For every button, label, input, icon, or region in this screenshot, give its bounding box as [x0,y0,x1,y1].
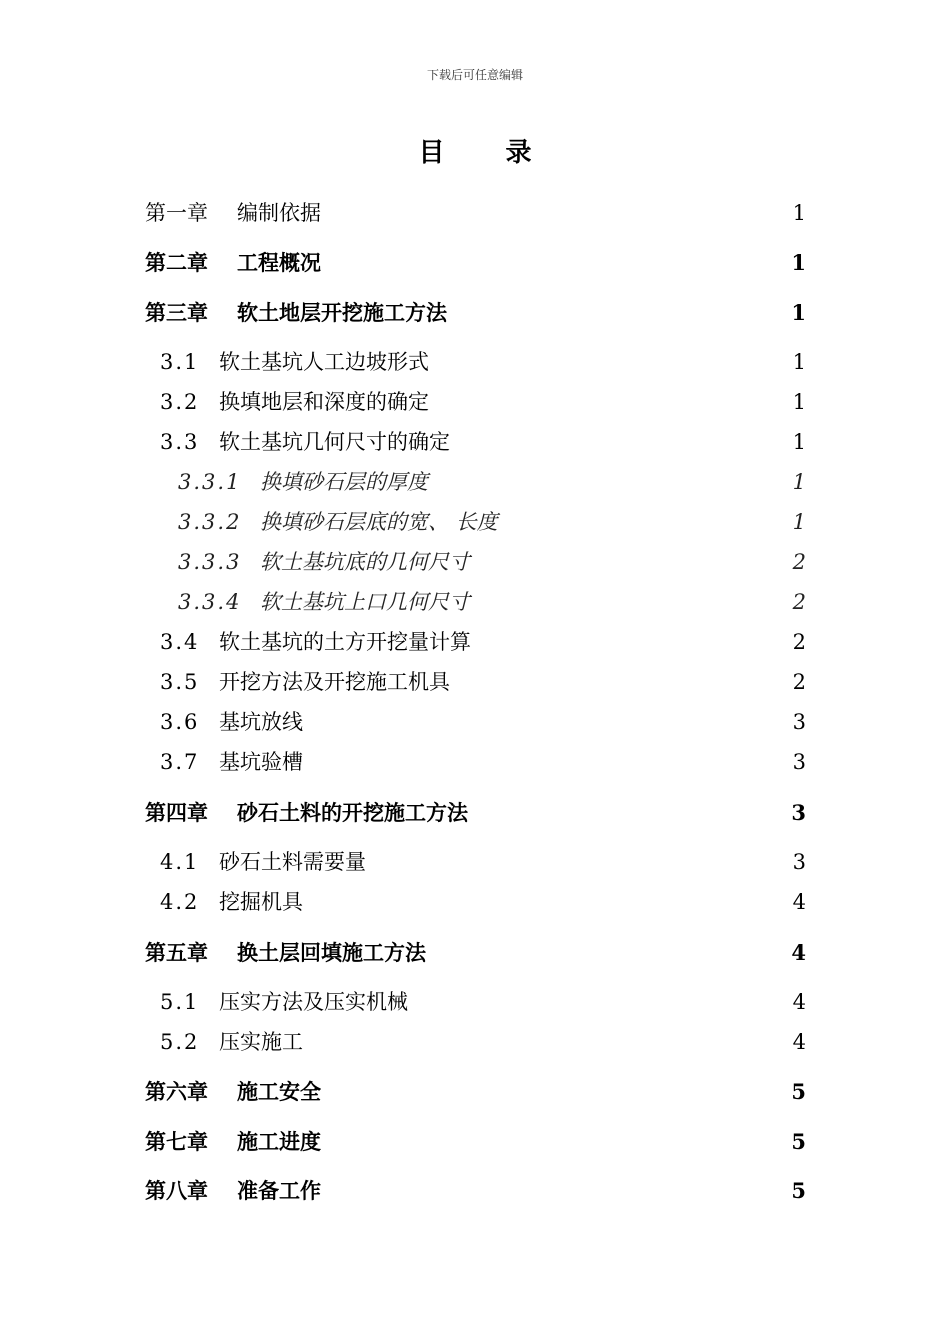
toc-entry-label: 软土基坑的土方开挖量计算 [219,630,471,654]
toc-entry-page: 1 [791,300,806,325]
toc-entry-page: 3 [791,800,806,825]
toc-entry-chapter-7[interactable] [0,1127,950,1157]
toc-entry-4-1[interactable] [0,847,950,877]
toc-entry-chapter-6[interactable] [0,1077,950,1107]
toc-entry-page: 1 [792,390,806,414]
toc-entry-number: 第七章 [145,1129,208,1154]
toc-entry-chapter-5[interactable] [0,938,950,968]
toc-entry-label: 软土基坑上口几何尺寸 [260,590,470,614]
toc-entry-chapter-2[interactable] [0,248,950,278]
toc-entry-page: 4 [792,990,806,1014]
toc-entry-label: 软土基坑几何尺寸的确定 [219,430,450,454]
toc-entry-chapter-8[interactable] [0,1176,950,1206]
toc-entry-number: 第一章 [145,201,208,225]
toc-entry-3-1[interactable] [0,347,950,377]
toc-entry-3-7[interactable] [0,747,950,777]
toc-entry-3-5[interactable] [0,667,950,697]
toc-entry-number: 3.2 [160,390,200,414]
toc-entry-number: 第八章 [145,1178,208,1203]
toc-entry-label: 换土层回填施工方法 [237,940,426,965]
toc-entry-number: 3.6 [160,710,200,734]
toc-entry-page: 3 [792,750,806,774]
toc-entry-5-2[interactable] [0,1027,950,1057]
toc-entry-3-4[interactable] [0,627,950,657]
toc-entry-label: 挖掘机具 [219,890,303,914]
toc-entry-3-3-1[interactable] [0,467,950,497]
toc-entry-page: 1 [792,510,806,534]
toc-entry-number: 3.3.3 [178,550,242,574]
toc-entry-label: 砂石土料的开挖施工方法 [237,800,468,825]
toc-entry-4-2[interactable] [0,887,950,917]
toc-entry-page: 4 [792,890,806,914]
toc-entry-number: 3.7 [160,750,200,774]
toc-entry-number: 5.1 [160,990,200,1014]
toc-entry-page: 3 [792,850,806,874]
toc-entry-number: 4.1 [160,850,200,874]
toc-entry-number: 3.3.4 [178,590,242,614]
toc-entry-label: 压实方法及压实机械 [219,990,408,1014]
toc-entry-label: 开挖方法及开挖施工机具 [219,670,450,694]
header-note: 下载后可任意编辑 [426,68,523,82]
toc-entry-label: 编制依据 [237,201,321,225]
toc-entry-number: 3.3 [160,430,200,454]
toc-entry-number: 3.3.1 [178,470,242,494]
toc-entry-3-6[interactable] [0,707,950,737]
toc-entry-page: 5 [791,1129,806,1154]
toc-entry-page: 5 [791,1178,806,1203]
toc-entry-label: 换填砂石层底的宽、 长度 [260,510,498,534]
toc-entry-number: 4.2 [160,890,200,914]
toc-entry-label: 施工安全 [237,1079,321,1104]
toc-entry-page: 2 [792,670,806,694]
toc-entry-label: 软土基坑底的几何尺寸 [260,550,470,574]
toc-entry-label: 基坑验槽 [219,750,303,774]
toc-entry-page: 4 [792,1030,806,1054]
toc-entry-page: 5 [791,1079,806,1104]
toc-entry-label: 准备工作 [237,1178,321,1203]
toc-entry-5-1[interactable] [0,987,950,1017]
toc-entry-number: 第二章 [145,250,208,275]
toc-entry-label: 工程概况 [237,250,321,275]
toc-entry-page: 1 [792,201,806,225]
toc-entry-number: 第四章 [145,800,208,825]
toc-entry-chapter-3[interactable] [0,298,950,328]
toc-entry-3-3-3[interactable] [0,547,950,577]
toc-entry-number: 3.4 [160,630,200,654]
toc-entry-label: 压实施工 [219,1030,303,1054]
toc-entry-number: 第六章 [145,1079,208,1104]
toc-entry-label: 基坑放线 [219,710,303,734]
toc-entry-page: 2 [792,550,806,574]
toc-entry-label: 软土基坑人工边坡形式 [219,350,429,374]
toc-entry-page: 1 [792,350,806,374]
toc-entry-number: 3.3.2 [178,510,242,534]
toc-entry-page: 2 [792,590,806,614]
toc-entry-page: 1 [791,250,806,275]
toc-entry-label: 换填地层和深度的确定 [219,390,429,414]
toc-entry-3-3[interactable] [0,427,950,457]
toc-entry-page: 2 [792,630,806,654]
toc-entry-3-3-2[interactable] [0,507,950,537]
toc-entry-label: 换填砂石层的厚度 [260,470,428,494]
toc-entry-3-2[interactable] [0,387,950,417]
toc-entry-number: 3.5 [160,670,200,694]
toc-entry-label: 施工进度 [237,1129,321,1154]
page-title: 目 录 [418,138,558,168]
toc-entry-page: 1 [792,430,806,454]
toc-entry-number: 5.2 [160,1030,200,1054]
toc-entry-page: 4 [791,940,806,965]
toc-entry-chapter-4[interactable] [0,798,950,828]
toc-entry-label: 软土地层开挖施工方法 [237,300,447,325]
toc-entry-3-3-4[interactable] [0,587,950,617]
toc-entry-number: 第三章 [145,300,208,325]
toc-entry-number: 3.1 [160,350,200,374]
toc-entry-number: 第五章 [145,940,208,965]
toc-entry-label: 砂石土料需要量 [219,850,366,874]
toc-entry-page: 1 [792,470,806,494]
toc-entry-page: 3 [792,710,806,734]
toc-entry-chapter-1[interactable] [0,198,950,228]
